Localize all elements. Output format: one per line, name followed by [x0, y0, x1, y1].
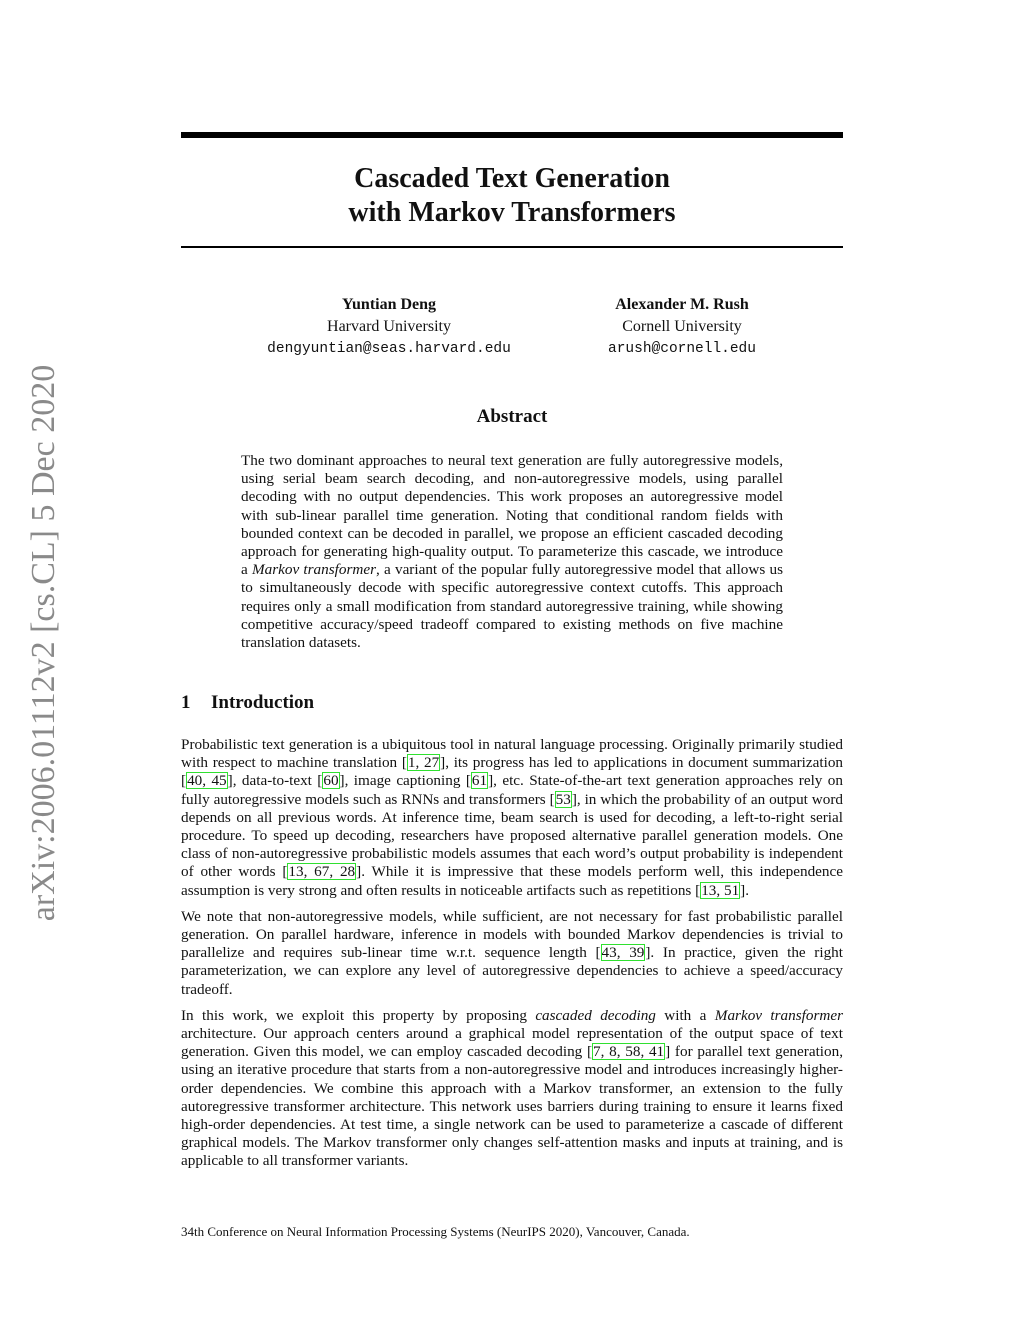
author-name: Yuntian Deng	[341, 296, 437, 313]
text: ]. While it is impressive that these models perform well, this independence assumption is very strong and often results in noticeable artifacts such as repetitions [	[181, 863, 843, 899]
text: ], data-to-text [	[227, 772, 323, 790]
paper-title	[181, 162, 843, 230]
citation-link[interactable]: 13, 51	[701, 881, 740, 899]
text: ]. In practice, given the right parameterization, we can explore any level of autoregressive dependencies to achieve a speed/accuracy tradeoff.	[181, 944, 843, 998]
author-block-2	[542, 294, 822, 360]
author-block-1	[249, 294, 529, 360]
emphasis: cascaded decoding	[535, 1006, 656, 1024]
text: ], its progress has led to applications in document summarization [	[181, 754, 844, 790]
conference-footnote: 34th Conference on Neural Information Processing Systems (NeurIPS 2020), Vancouver, Canada.	[181, 1224, 690, 1239]
text: ], in which the probability of an output word depends on all previous words. At inference time, beam search is used for decoding, a left-to-right serial procedure. To speed up decoding, researchers have proposed alternative parallel generation models. One class of non-autoregressive probabilistic models assumes that each word’s output probability is independent of other words [	[181, 790, 843, 881]
emphasis: Markov transformer	[714, 1006, 843, 1024]
author-affiliation: Cornell University	[622, 318, 742, 335]
abstract-text: The two dominant approaches to neural text generation are fully autoregressive models, using serial beam search decoding, and non-autoregressive models, using parallel decoding with no output dependencies. This work proposes an autoregressive model with sub-linear parallel time generation. Noting that conditional random fields with bounded context can be decoded in parallel, we propose an efficient cascaded decoding approach for generating high-quality output. To parameterize this cascade, we introduce a	[241, 452, 783, 579]
title-line-2: with Markov Transformers	[348, 197, 676, 228]
text: ], etc. State-of-the-art text generation approaches rely on fully autoregressive models such as RNNs and transformers [	[181, 772, 843, 808]
title-line-1: Cascaded Text Generation	[354, 163, 670, 194]
citation-link[interactable]: 43, 39	[601, 944, 645, 962]
citation-link[interactable]: 13, 67, 28	[288, 863, 356, 881]
arxiv-stamp-text: arXiv:2006.01112v2 [cs.CL] 5 Dec 2020	[25, 364, 62, 922]
abstract-body	[241, 452, 783, 652]
citation-link[interactable]: 61	[471, 772, 488, 790]
introduction-body	[181, 736, 843, 1179]
paragraph	[181, 736, 843, 900]
abstract-heading: Abstract	[476, 406, 548, 427]
title-rule-top	[181, 132, 843, 138]
paragraph	[181, 908, 843, 999]
abstract-emphasis: Markov transformer	[251, 561, 376, 579]
citation-link[interactable]: 40, 45	[187, 772, 227, 790]
text: architecture. Our approach centers around a graphical model representation of the output space of text generation. Given this model, we can employ cascaded decoding [	[181, 1025, 843, 1061]
citation-link[interactable]: 60	[323, 772, 339, 790]
text: Probabilistic text generation is a ubiquitous tool in natural language processing. Originally primarily studied with respect to machine translation [	[181, 736, 843, 772]
text: ].	[740, 881, 750, 899]
author-name: Alexander M. Rush	[615, 296, 749, 313]
text: with a	[655, 1006, 715, 1024]
paragraph	[181, 1007, 843, 1171]
citation-link[interactable]: 53	[555, 790, 571, 808]
text: In this work, we exploit this property by proposing	[181, 1006, 536, 1024]
section-heading	[181, 692, 314, 714]
title-rule-bottom	[181, 246, 843, 248]
author-affiliation: Harvard University	[327, 318, 451, 335]
text: ], image captioning [	[339, 772, 471, 790]
text: We note that non-autoregressive models, while sufficient, are not necessary for fast probabilistic parallel generation. On parallel hardware, inference in models with bounded Markov dependencies is trivial to parallelize and requires sub-linear time w.r.t. sequence length [	[181, 907, 843, 962]
section-number: 1	[181, 692, 191, 713]
author-email[interactable]: arush@cornell.edu	[608, 341, 756, 357]
section-title: Introduction	[211, 692, 315, 713]
citation-link[interactable]: 7, 8, 58, 41	[593, 1043, 665, 1061]
author-email[interactable]: dengyuntian@seas.harvard.edu	[267, 341, 511, 357]
text: ] for parallel text generation, using an iterative procedure that starts from a non-autoregressive model and introduces increasingly higher-order dependencies. We combine this approach with a Markov transformer, an extension to the fully autoregressive transformer architecture. This network uses barriers during training to ensure it learns fixed high-order dependencies. At test time, a single network can be used to parameterize a cascade of different graphical models. The Markov transformer only changes self-attention masks and inputs at training, and is applicable to all transformer variants.	[181, 1043, 843, 1170]
abstract-text: , a variant of the popular fully autoregressive model that allows us to simultaneously decode with specific autoregressive context cutoffs. This approach requires only a small modification from standard autoregressive training, while showing competitive accuracy/speed tradeoff compared to existing methods on five machine translation datasets.	[241, 561, 783, 652]
citation-link[interactable]: 1, 27	[407, 754, 440, 772]
